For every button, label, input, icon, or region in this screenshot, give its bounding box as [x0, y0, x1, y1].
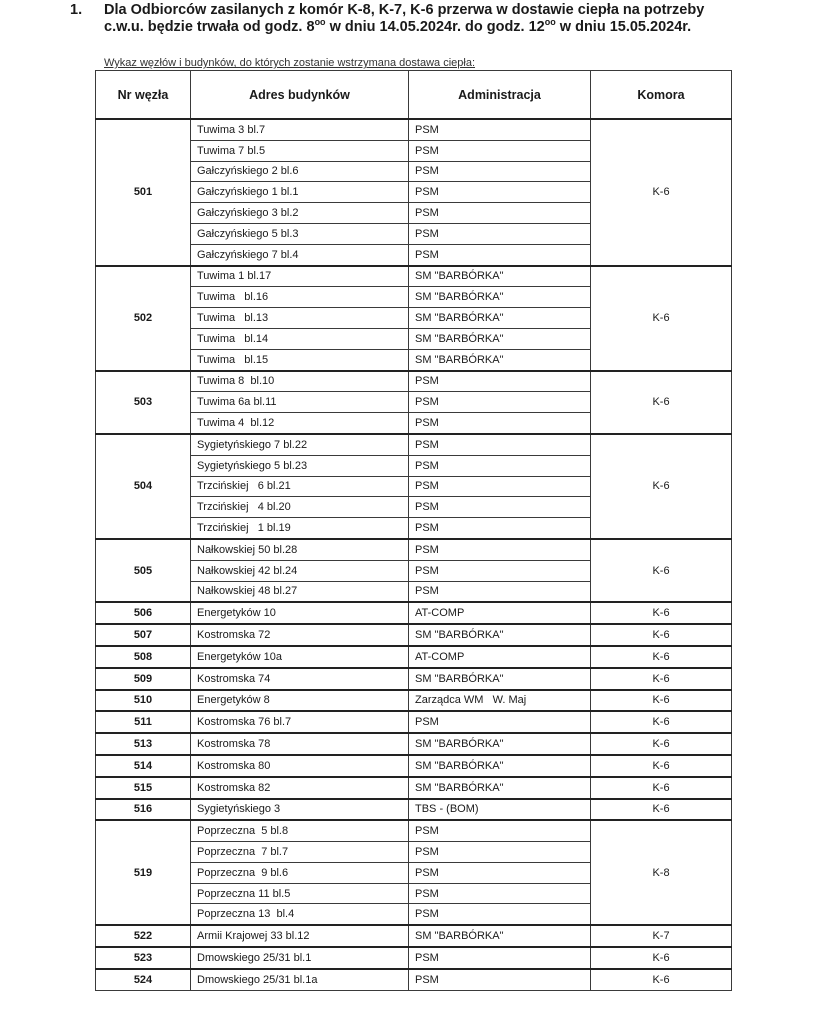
administration-cell: PSM [409, 820, 591, 841]
administration-cell: PSM [409, 842, 591, 863]
administration-cell: SM "BARBÓRKA" [409, 308, 591, 329]
administration-cell: PSM [409, 413, 591, 434]
address-cell: Gałczyńskiego 3 bl.2 [191, 203, 409, 224]
administration-cell: PSM [409, 711, 591, 733]
heading-line-1: Dla Odbiorców zasilanych z komór K-8, K-7, K-6 przerwa w dostawie ciepła na potrzeby [104, 2, 705, 18]
administration-cell: PSM [409, 371, 591, 392]
address-cell: Tuwima bl.14 [191, 328, 409, 349]
administration-cell: SM "BARBÓRKA" [409, 328, 591, 349]
node-number-cell: 514 [96, 755, 191, 777]
address-cell: Energetyków 10 [191, 602, 409, 624]
address-cell: Tuwima bl.15 [191, 349, 409, 370]
address-cell: Trzcińskiej 4 bl.20 [191, 497, 409, 518]
table-row [96, 371, 732, 392]
address-cell: Energetyków 10a [191, 646, 409, 668]
administration-cell: SM "BARBÓRKA" [409, 624, 591, 646]
table-row [96, 925, 732, 947]
address-cell: Poprzeczna 13 bl.4 [191, 904, 409, 925]
administration-cell: PSM [409, 560, 591, 581]
administration-cell: SM "BARBÓRKA" [409, 349, 591, 370]
chamber-cell: K-6 [591, 646, 732, 668]
table-header-row [96, 71, 732, 120]
address-cell: Kostromska 72 [191, 624, 409, 646]
address-cell: Tuwima 6a bl.11 [191, 392, 409, 413]
address-cell: Poprzeczna 9 bl.6 [191, 862, 409, 883]
table-row [96, 266, 732, 287]
administration-cell: PSM [409, 244, 591, 265]
address-cell: Armii Krajowej 33 bl.12 [191, 925, 409, 947]
nodes-table [95, 70, 732, 991]
address-cell: Energetyków 8 [191, 690, 409, 712]
node-number-cell: 509 [96, 668, 191, 690]
administration-cell: AT-COMP [409, 646, 591, 668]
address-cell: Poprzeczna 11 bl.5 [191, 883, 409, 904]
heading-text [104, 2, 790, 36]
table-caption: Wykaz węzłów i budynków, do których zostanie wstrzymana dostawa ciepła: [104, 57, 476, 69]
chamber-cell: K-6 [591, 755, 732, 777]
table-row [96, 624, 732, 646]
chamber-cell: K-6 [591, 668, 732, 690]
node-number-cell: 506 [96, 602, 191, 624]
address-cell: Dmowskiego 25/31 bl.1a [191, 969, 409, 990]
administration-cell: SM "BARBÓRKA" [409, 287, 591, 308]
node-number-cell: 524 [96, 969, 191, 990]
chamber-cell: K-6 [591, 947, 732, 969]
table-row [96, 434, 732, 455]
administration-cell: PSM [409, 455, 591, 476]
section-heading [70, 2, 790, 36]
address-cell: Kostromska 76 bl.7 [191, 711, 409, 733]
node-number-cell: 505 [96, 539, 191, 602]
chamber-cell: K-8 [591, 820, 732, 925]
administration-cell: PSM [409, 119, 591, 140]
section-number: 1. [70, 2, 83, 18]
chamber-cell: K-6 [591, 371, 732, 434]
administration-cell: SM "BARBÓRKA" [409, 777, 591, 799]
administration-cell: SM "BARBÓRKA" [409, 925, 591, 947]
node-number-cell: 501 [96, 119, 191, 266]
administration-cell: PSM [409, 392, 591, 413]
address-cell: Poprzeczna 7 bl.7 [191, 842, 409, 863]
address-cell: Tuwima bl.16 [191, 287, 409, 308]
chamber-cell: K-6 [591, 624, 732, 646]
address-cell: Poprzeczna 5 bl.8 [191, 820, 409, 841]
address-cell: Kostromska 78 [191, 733, 409, 755]
chamber-cell: K-6 [591, 969, 732, 990]
table-row [96, 602, 732, 624]
header-chamber: Komora [591, 71, 732, 120]
address-cell: Kostromska 82 [191, 777, 409, 799]
address-cell: Trzcińskiej 1 bl.19 [191, 518, 409, 539]
heading-part-b: w dniu 14.05.2024r. do godz. 12 [325, 19, 545, 35]
address-cell: Nałkowskiej 42 bl.24 [191, 560, 409, 581]
chamber-cell: K-6 [591, 799, 732, 821]
heading-part-c: w dniu 15.05.2024r. [555, 19, 692, 35]
node-number-cell: 519 [96, 820, 191, 925]
address-cell: Tuwima bl.13 [191, 308, 409, 329]
heading-part-a: c.w.u. będzie trwała od godz. 8 [104, 19, 315, 35]
chamber-cell: K-6 [591, 434, 732, 539]
table-row [96, 820, 732, 841]
chamber-cell: K-6 [591, 711, 732, 733]
table-row [96, 799, 732, 821]
node-number-cell: 516 [96, 799, 191, 821]
header-administration: Administracja [409, 71, 591, 120]
address-cell: Nałkowskiej 48 bl.27 [191, 581, 409, 602]
administration-cell: SM "BARBÓRKA" [409, 266, 591, 287]
administration-cell: PSM [409, 182, 591, 203]
address-cell: Tuwima 7 bl.5 [191, 140, 409, 161]
chamber-cell: K-6 [591, 266, 732, 371]
table-row [96, 690, 732, 712]
heading-sup-2: oo [544, 17, 556, 28]
address-cell: Sygietyńskiego 5 bl.23 [191, 455, 409, 476]
administration-cell: PSM [409, 581, 591, 602]
table-row [96, 646, 732, 668]
address-cell: Sygietyńskiego 7 bl.22 [191, 434, 409, 455]
administration-cell: PSM [409, 140, 591, 161]
node-number-cell: 508 [96, 646, 191, 668]
administration-cell: SM "BARBÓRKA" [409, 668, 591, 690]
node-number-cell: 522 [96, 925, 191, 947]
administration-cell: PSM [409, 862, 591, 883]
heading-sup-1: oo [314, 17, 326, 28]
administration-cell: PSM [409, 883, 591, 904]
heading-line-2 [104, 19, 790, 36]
administration-cell: TBS - (BOM) [409, 799, 591, 821]
chamber-cell: K-6 [591, 602, 732, 624]
node-number-cell: 507 [96, 624, 191, 646]
node-number-cell: 504 [96, 434, 191, 539]
address-cell: Trzcińskiej 6 bl.21 [191, 476, 409, 497]
node-number-cell: 502 [96, 266, 191, 371]
administration-cell: PSM [409, 476, 591, 497]
address-cell: Tuwima 3 bl.7 [191, 119, 409, 140]
administration-cell: PSM [409, 904, 591, 925]
address-cell: Sygietyńskiego 3 [191, 799, 409, 821]
node-number-cell: 513 [96, 733, 191, 755]
table-body [96, 119, 732, 990]
chamber-cell: K-6 [591, 119, 732, 266]
node-number-cell: 503 [96, 371, 191, 434]
header-address: Adres budynków [191, 71, 409, 120]
administration-cell: PSM [409, 161, 591, 182]
address-cell: Tuwima 4 bl.12 [191, 413, 409, 434]
chamber-cell: K-6 [591, 733, 732, 755]
administration-cell: PSM [409, 223, 591, 244]
administration-cell: PSM [409, 947, 591, 969]
administration-cell: PSM [409, 434, 591, 455]
table-row [96, 969, 732, 990]
header-node: Nr węzła [96, 71, 191, 120]
address-cell: Gałczyńskiego 1 bl.1 [191, 182, 409, 203]
table-row [96, 539, 732, 560]
address-cell: Gałczyńskiego 2 bl.6 [191, 161, 409, 182]
address-cell: Tuwima 1 bl.17 [191, 266, 409, 287]
administration-cell: PSM [409, 203, 591, 224]
address-cell: Nałkowskiej 50 bl.28 [191, 539, 409, 560]
address-cell: Dmowskiego 25/31 bl.1 [191, 947, 409, 969]
table-row [96, 119, 732, 140]
address-cell: Gałczyńskiego 7 bl.4 [191, 244, 409, 265]
address-cell: Kostromska 80 [191, 755, 409, 777]
table-row [96, 777, 732, 799]
address-cell: Kostromska 74 [191, 668, 409, 690]
table-row [96, 755, 732, 777]
table-row [96, 711, 732, 733]
administration-cell: PSM [409, 539, 591, 560]
administration-cell: SM "BARBÓRKA" [409, 733, 591, 755]
chamber-cell: K-6 [591, 777, 732, 799]
address-cell: Tuwima 8 bl.10 [191, 371, 409, 392]
node-number-cell: 515 [96, 777, 191, 799]
chamber-cell: K-7 [591, 925, 732, 947]
table-row [96, 668, 732, 690]
address-cell: Gałczyńskiego 5 bl.3 [191, 223, 409, 244]
administration-cell: PSM [409, 969, 591, 990]
administration-cell: SM "BARBÓRKA" [409, 755, 591, 777]
administration-cell: PSM [409, 497, 591, 518]
node-number-cell: 510 [96, 690, 191, 712]
node-number-cell: 523 [96, 947, 191, 969]
administration-cell: PSM [409, 518, 591, 539]
node-number-cell: 511 [96, 711, 191, 733]
administration-cell: AT-COMP [409, 602, 591, 624]
chamber-cell: K-6 [591, 539, 732, 602]
table-row [96, 947, 732, 969]
administration-cell: Zarządca WM W. Maj [409, 690, 591, 712]
chamber-cell: K-6 [591, 690, 732, 712]
table-row [96, 733, 732, 755]
